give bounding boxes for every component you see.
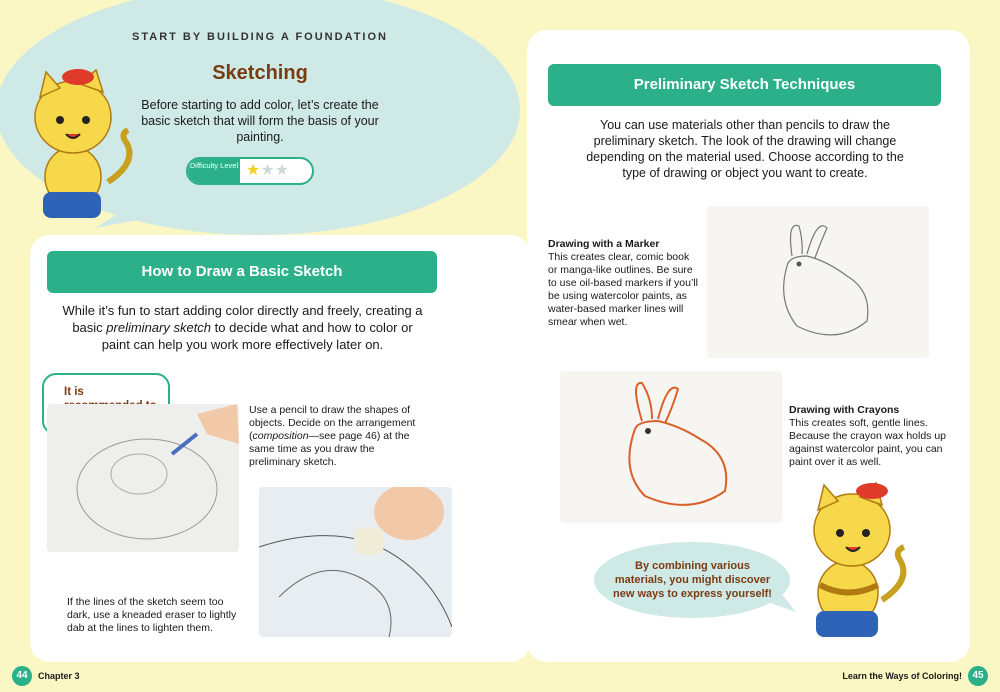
sketch-lines-drawing: [259, 487, 452, 637]
marker-text: This creates clear, comic book or manga-like outlines. Be sure to use oil-based markers if you’ll be using watercolor paints, as water-based marker lines will smear when wet.: [548, 251, 698, 328]
star-icon: ★: [260, 162, 275, 179]
page-number-left: 44: [12, 666, 32, 686]
eraser-photo: [259, 487, 452, 637]
combine-materials-text: By combining various materials, you might discover new ways to express yourself!: [613, 560, 772, 600]
section-title-basic-sketch: How to Draw a Basic Sketch: [47, 251, 437, 293]
difficulty-label: Difficulty Level: [188, 159, 240, 183]
rabbit-marker-photo: [707, 206, 929, 358]
rabbit-marker-drawing: [707, 206, 929, 358]
right-intro: You can use materials other than pencils to draw the preliminary sketch. The look of the drawing will change depending on the material used. Choose according to the type of drawing or object you want to create.: [586, 118, 904, 180]
pencil-hand-photo: [47, 404, 239, 552]
footer-chapter: Chapter 3: [38, 671, 80, 681]
difficulty-meter: [186, 157, 314, 185]
star-icon: ★: [274, 162, 290, 179]
page-number-right: 45: [968, 666, 988, 686]
crayon-text: This creates soft, gentle lines. Because the crayon wax holds up against watercolor paint, you can paint over it as well.: [789, 417, 947, 468]
crayon-title: Drawing with Crayons: [789, 404, 900, 416]
tip-bubble: It is: [42, 373, 170, 435]
step2-text: If the lines of the sketch seem too dark, use a kneaded eraser to lightly dab at the lines to lighten them.: [67, 596, 237, 634]
marker-title: Drawing with a Marker: [548, 238, 660, 250]
difficulty-stars: [246, 162, 289, 180]
step1-text: Use a pencil to draw the shapes of objects. Decide on the arrangement (composition—see page 46) at the same time as you draw the preliminary sketch.: [249, 404, 416, 468]
section-title-techniques: Preliminary Sketch Techniques: [548, 64, 941, 106]
sketch-apple-drawing: [47, 404, 239, 552]
footer-title: Learn the Ways of Coloring!: [842, 671, 962, 681]
rabbit-crayon-drawing: [560, 371, 782, 523]
star-icon: ★: [246, 162, 261, 179]
cat-mascot: [28, 62, 138, 232]
left-intro: While it’s fun to start adding color directly and freely, creating a basic preliminary sketch to decide what and how to color or paint can help you work more effectively later on.: [62, 303, 423, 352]
page-title: Sketching: [212, 62, 308, 84]
cat-mascot: [800, 475, 910, 655]
section-kicker: START BY BUILDING A FOUNDATION: [132, 31, 388, 43]
header-intro: Before starting to add color, let’s create the basic sketch that will form the basis of your painting.: [141, 98, 379, 144]
rabbit-crayon-photo: [560, 371, 782, 523]
